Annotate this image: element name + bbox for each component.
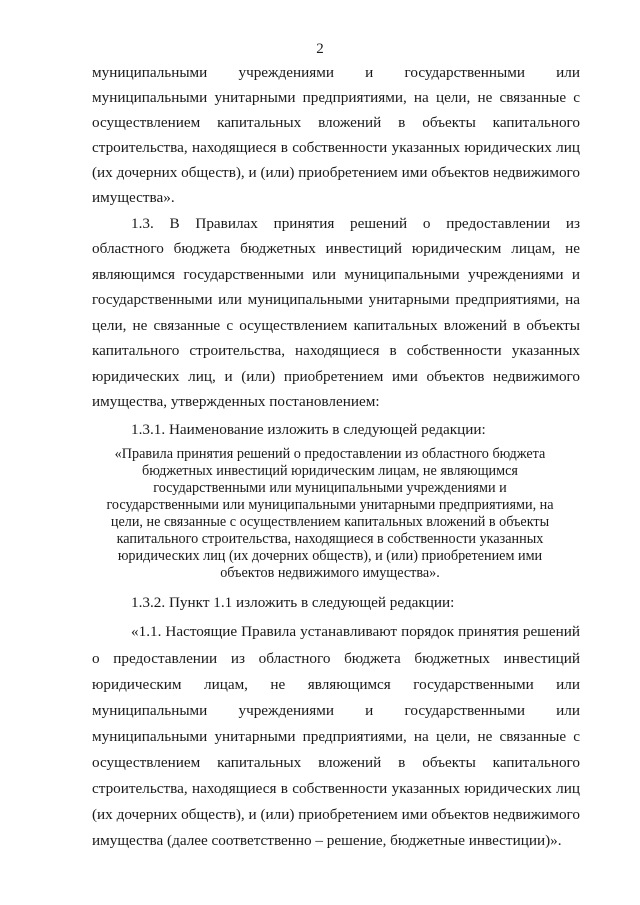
centered-title-line: государственными или муниципальными унитарными предприятиями, на	[106, 497, 554, 513]
text-line: строительства, находящиеся в собственности указанных юридических лиц	[92, 139, 580, 156]
text-line: имущества (далее соответственно – решение, бюджетные инвестиции)».	[92, 832, 562, 849]
text-line: капитального строительства, находящиеся в собственности указанных	[92, 342, 580, 359]
paragraph-first-line: 1.3.1. Наименование изложить в следующей редакции:	[131, 421, 486, 438]
centered-title-line: юридических лиц (их дочерних обществ), и (или) приобретением ими	[117, 548, 543, 564]
text-line: муниципальными учреждениями и государственными или	[92, 64, 580, 81]
centered-title-line: государственными или муниципальными учреждениями и	[153, 480, 507, 496]
centered-title-line: цели, не связанные с осуществлением капитальных вложений в объекты	[110, 514, 550, 530]
text-line: цели, не связанные с осуществлением капитальных вложений в объекты	[92, 317, 580, 334]
text-line: муниципальными учреждениями и государственными или	[92, 702, 580, 719]
centered-title-line: бюджетных инвестиций юридическим лицам, не являющимся	[142, 463, 518, 479]
page-number: 2	[316, 41, 324, 57]
text-line: осуществлением капитальных вложений в объекты капитального	[92, 754, 580, 771]
text-line: (их дочерних обществ), и (или) приобретением ими объектов недвижимого	[92, 806, 580, 823]
centered-title-line: объектов недвижимого имущества».	[220, 565, 440, 581]
text-line: юридических лиц, и (или) приобретением ими объектов недвижимого	[92, 368, 580, 385]
paragraph-first-line: 1.3.2. Пункт 1.1 изложить в следующей редакции:	[131, 594, 455, 611]
text-line: областного бюджета бюджетных инвестиций юридическим лицам, не	[92, 240, 580, 257]
text-line: юридическим лицам, не являющимся государственными или	[92, 676, 580, 693]
paragraph-first-line: 1.3. В Правилах принятия решений о предоставлении из	[131, 215, 580, 232]
centered-title-line: «Правила принятия решений о предоставлении из областного бюджета	[114, 446, 546, 462]
text-line: строительства, находящиеся в собственности указанных юридических лиц	[92, 780, 580, 797]
text-line: имущества, утвержденных постановлением:	[92, 393, 380, 410]
paragraph-first-line: «1.1. Настоящие Правила устанавливают порядок принятия решений	[131, 623, 580, 640]
centered-title-line: капитального строительства, находящиеся в собственности указанных	[116, 531, 544, 547]
text-line: муниципальными унитарными предприятиями, на цели, не связанные с	[92, 89, 580, 106]
text-line: имущества».	[92, 189, 175, 206]
text-line: государственными или муниципальными унитарными предприятиями, на	[92, 291, 580, 308]
text-line: являющимся государственными или муниципальными учреждениями и	[92, 266, 580, 283]
text-line: муниципальными унитарными предприятиями, на цели, не связанные с	[92, 728, 580, 745]
text-line: (их дочерних обществ), и (или) приобретением ими объектов недвижимого	[92, 164, 580, 181]
text-line: о предоставлении из областного бюджета бюджетных инвестиций	[92, 650, 580, 667]
text-line: осуществлением капитальных вложений в объекты капитального	[92, 114, 580, 131]
